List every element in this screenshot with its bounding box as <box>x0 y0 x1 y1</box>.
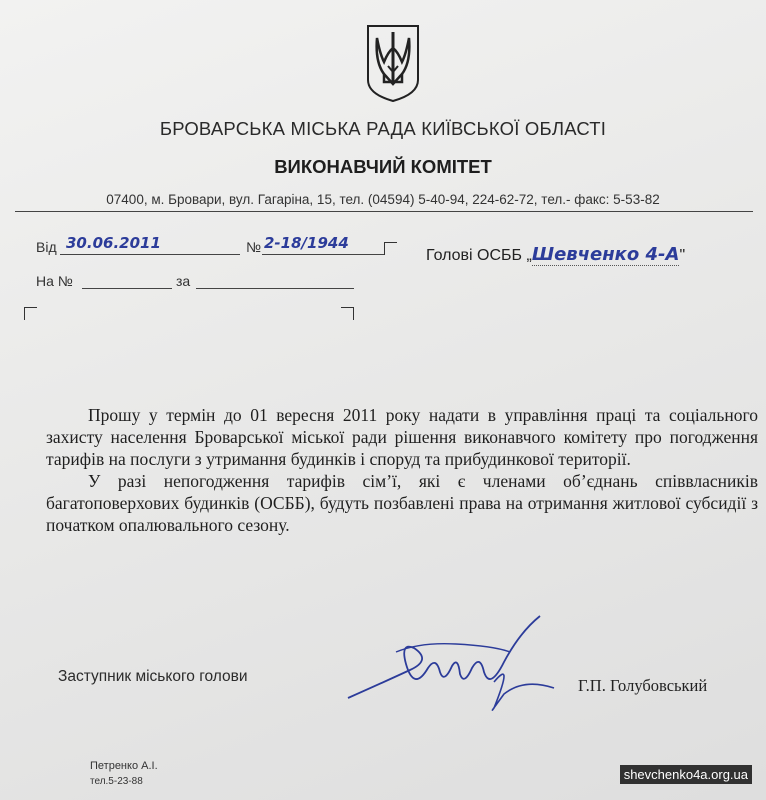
from-date-field <box>60 234 240 255</box>
handwritten-signature-icon <box>344 612 560 716</box>
from-label: Від <box>36 239 57 255</box>
reference-line <box>36 236 366 258</box>
council-name: БРОВАРСЬКА МІСЬКА РАДА КИЇВСЬКОЇ ОБЛАСТІ <box>159 118 607 139</box>
signer-name: Г.П. Голубовський <box>578 676 708 695</box>
addressee-quote-close: " <box>679 247 686 264</box>
addressee-label: Голові ОСББ <box>426 247 523 264</box>
body-paragraph-2: У разі непогодження тарифів сім’ї, які є членами об’єднань співвласників багатоповерхових будинків (ОСББ), будуть позбавлені права на отримання житлової субсидії з початком опалювального сезону. <box>46 471 758 535</box>
executor-name: Петренко А.І. <box>90 760 158 772</box>
from-date-value: 30.06.2011 <box>66 234 161 252</box>
number-value: 2-18/1944 <box>264 234 349 252</box>
address-line: 07400, м. Бровари, вул. Гагаріна, 15, тел. (04594) 5-40-94, 224-62-72, тел.- факс: 5-53-82 <box>106 192 660 207</box>
number-field <box>262 234 384 255</box>
header-divider <box>15 211 753 212</box>
reply-date-field <box>196 272 354 289</box>
letter-body <box>46 404 758 536</box>
addressee-line <box>426 244 685 265</box>
addressee-name: Шевченко 4-А <box>531 244 680 265</box>
watermark-label: shevchenko4a.org.ua <box>620 765 752 784</box>
committee-title: ВИКОНАВЧИЙ КОМІТЕТ <box>274 156 492 177</box>
signer-position: Заступник міського голови <box>58 668 248 685</box>
reply-date-label: за <box>176 273 191 289</box>
trident-coat-of-arms-icon <box>364 22 422 104</box>
body-paragraph-1: Прошу у термін до 01 вересня 2011 року надати в управління праці та соціального захисту населення Броварської міської ради рішення виконавчого комітету про погодження тарифів на послуги з утримання будинків і споруд та прибудинкової території. <box>46 405 758 469</box>
reply-line <box>36 270 366 292</box>
corner-mark-top-left <box>24 307 37 320</box>
corner-mark-top-right <box>341 307 354 320</box>
corner-mark-addressee <box>384 242 397 255</box>
reply-number-field <box>82 272 172 289</box>
reply-to-label: На № <box>36 273 73 289</box>
addressee-quote-open: „ <box>526 247 532 264</box>
number-label: № <box>246 239 262 255</box>
executor-phone: тел.5-23-88 <box>90 776 143 787</box>
